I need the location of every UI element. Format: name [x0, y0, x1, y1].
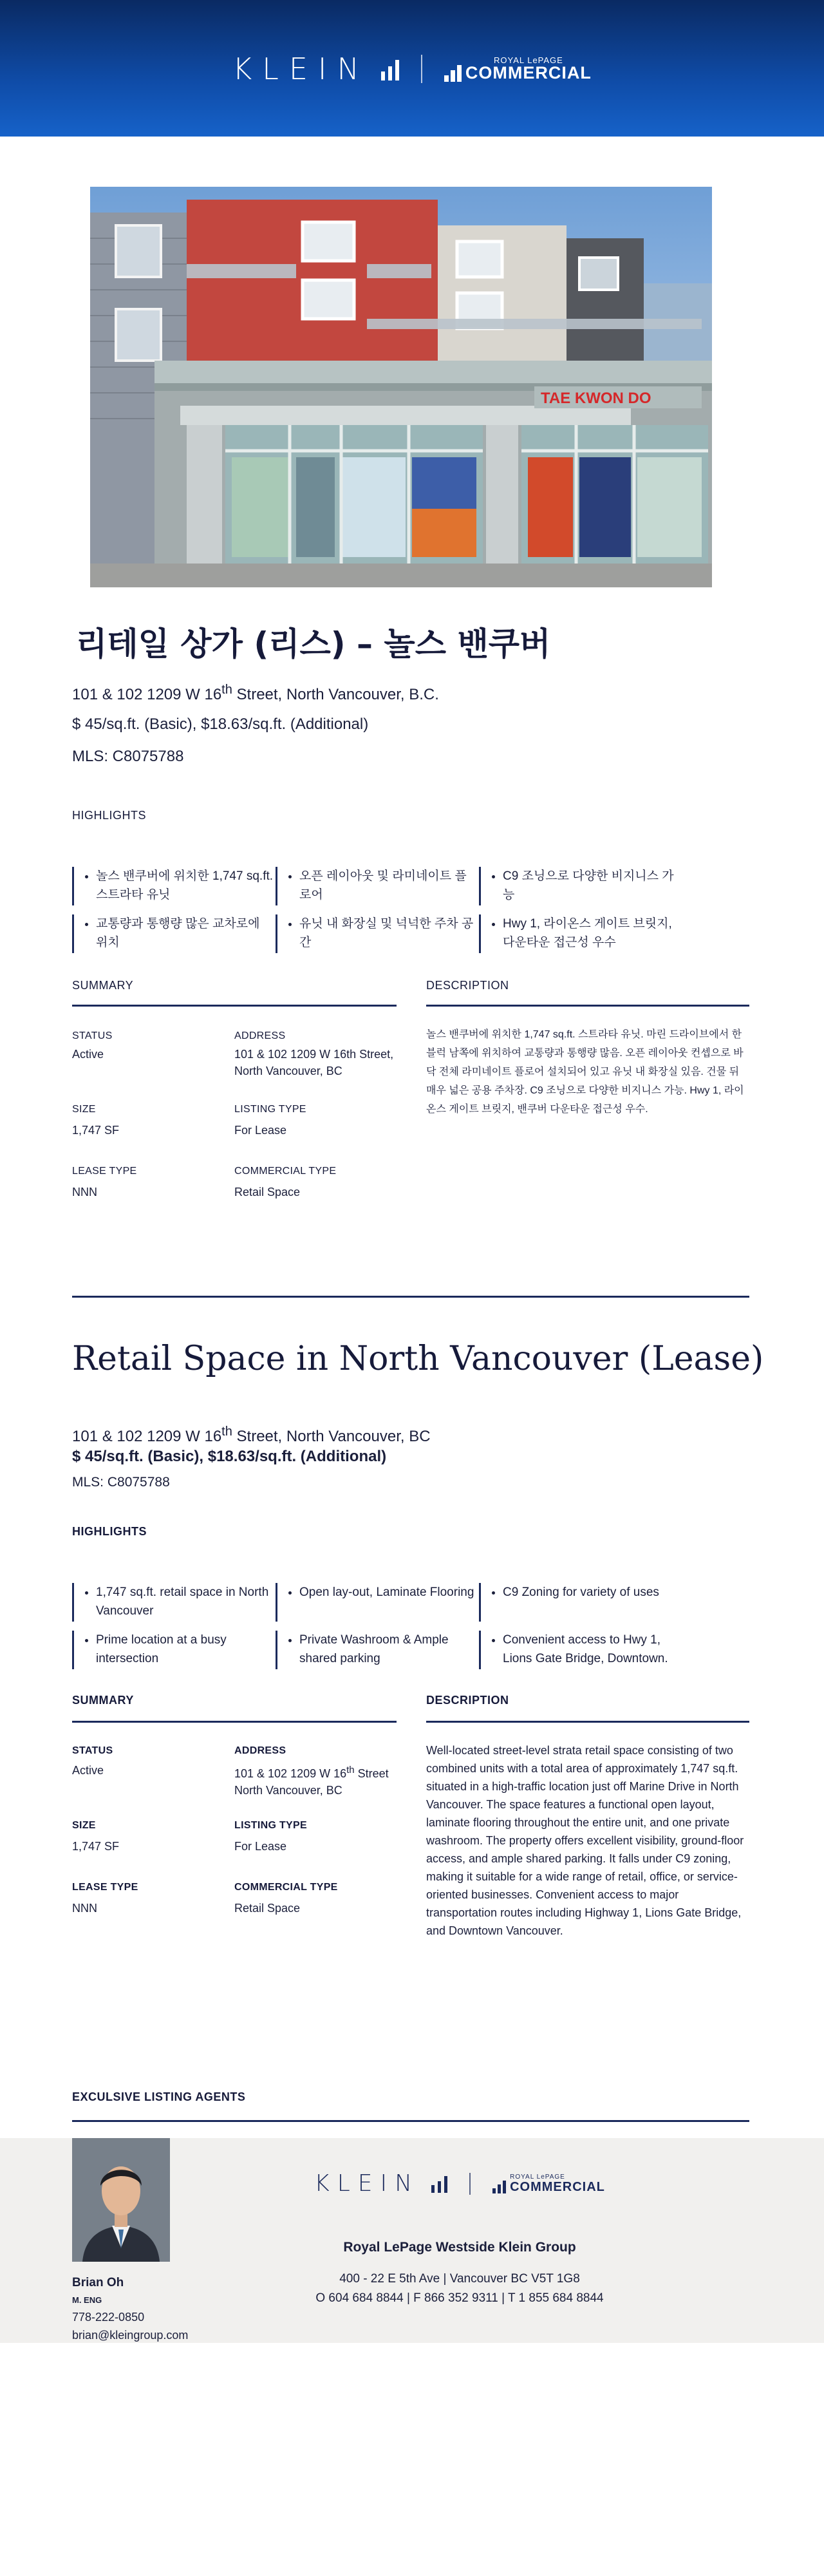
en-commercial-label: COMMERCIAL TYPE [234, 1882, 338, 1893]
ko-description-text: 놀스 밴쿠버에 위치한 1,747 sq.ft. 스트라타 유닛. 마린 드라이브에서 한 블럭 남쪽에 위치하여 교통량과 통행량 많음. 오픈 레이아웃 컨셉으로 바닥 전체 라미네이트 플로어 설치되어 있고 유닛 내 화장실 있음. 건물 뒤 매우 넓은 공용 주차장. C9 조닝으로 다양한 비지니스 가능. Hwy 1, 라이온스 게이트 브릿지, 밴쿠버 다운타운 접근성 우수. [426, 1029, 744, 1115]
footer-klein-text: KLEIN [314, 2170, 420, 2197]
list-item: • 놀스 밴쿠버에 위치한 1,747 sq.ft. 스트라타 유닛 [96, 867, 274, 904]
storefront-sign-text: TAE KWON DO [541, 390, 651, 407]
royal-lepage-logo [444, 56, 592, 82]
ko-lease-label: LEASE TYPE [72, 1166, 137, 1177]
ko-address [72, 683, 716, 704]
agent-title: M. ENG [72, 2295, 102, 2305]
en-address-value [234, 1762, 427, 1799]
en-address-value-street: Street [354, 1767, 389, 1780]
klein-bars-icon [381, 57, 399, 80]
list-item: • Private Washroom & Ample shared parking [299, 1631, 477, 1668]
en-mls: MLS: C8075788 [72, 1475, 170, 1490]
storefront-illustration [90, 187, 712, 587]
ko-listing-label: LISTING TYPE [234, 1104, 306, 1115]
partner-main-text: COMMERCIAL [465, 63, 592, 82]
ko-status-label: STATUS [72, 1030, 113, 1041]
en-highlight-2 [72, 1631, 274, 1669]
ko-address-end: Street, North Vancouver, B.C. [232, 686, 439, 703]
list-item: • 오픈 레이아웃 및 라미네이트 플로어 [299, 867, 477, 904]
en-highlight-5 [479, 1583, 680, 1622]
en-size-label: SIZE [72, 1820, 96, 1831]
agent-phone[interactable]: 778-222-0850 [72, 2311, 145, 2324]
en-lease-value: NNN [72, 1902, 97, 1915]
agent-photo [72, 2138, 170, 2262]
en-address-label: ADDRESS [234, 1745, 286, 1756]
footer-royal-lepage-mark-icon [492, 2181, 506, 2193]
en-highlight-4 [276, 1631, 477, 1669]
en-summary-label: SUMMARY [72, 1694, 134, 1707]
ko-address-label: ADDRESS [234, 1030, 286, 1041]
list-item: • 유닛 내 화장실 및 넉넉한 주차 공간 [299, 914, 477, 952]
en-highlight-3 [276, 1583, 477, 1622]
agents-label: EXCULSIVE LISTING AGENTS [72, 2090, 246, 2103]
ko-status-value: Active [72, 1048, 104, 1061]
ko-title: 리테일 상가 (리스) – 놀스 밴쿠버 [76, 625, 551, 663]
en-highlight-1 [72, 1583, 274, 1622]
ko-listing-value: For Lease [234, 1124, 287, 1137]
en-address-end: Street, North Vancouver, BC [232, 1428, 431, 1445]
en-price: $ 45/sq.ft. (Basic), $18.63/sq.ft. (Additional) [72, 1448, 387, 1465]
list-item: • Prime location at a busy intersection [96, 1631, 274, 1668]
ko-commercial-value: Retail Space [234, 1186, 301, 1198]
en-size-value: 1,747 SF [72, 1840, 120, 1853]
royal-lepage-mark-icon [444, 65, 462, 82]
ko-highlights-label: HIGHLIGHTS [72, 809, 147, 822]
property-photo [90, 187, 712, 587]
agent-portrait-icon [72, 2138, 170, 2262]
footer-company: Royal LePage Westside Klein Group [343, 2240, 576, 2255]
ko-summary-rule [72, 1005, 397, 1007]
ko-lease-value: NNN [72, 1186, 97, 1198]
en-address-value-sup: th [346, 1765, 355, 1776]
ko-summary-label: SUMMARY [72, 979, 134, 992]
en-address [72, 1425, 780, 1446]
footer-phones: O 604 684 8844 | F 866 352 9311 | T 1 855 684 8844 [315, 2291, 604, 2305]
en-status-label: STATUS [72, 1745, 113, 1756]
header-logo[interactable] [0, 52, 824, 86]
footer-klein-bars-icon [431, 2175, 447, 2193]
partner-top-text: ROYAL LePAGE [493, 55, 563, 65]
ko-description-label: DESCRIPTION [426, 979, 509, 992]
en-description-label: DESCRIPTION [426, 1694, 509, 1707]
agents-rule [72, 2120, 749, 2122]
footer-address: 400 - 22 E 5th Ave | Vancouver BC V5T 1G8 [339, 2272, 580, 2286]
en-highlight-6 [479, 1631, 680, 1669]
en-title: Retail Space in North Vancouver (Lease) [72, 1340, 764, 1378]
ko-highlight-4 [276, 914, 477, 953]
en-address-value-main: 101 & 102 1209 W 16 [234, 1767, 347, 1780]
agent-name: Brian Oh [72, 2276, 124, 2289]
en-lease-label: LEASE TYPE [72, 1882, 138, 1893]
en-listing-value: For Lease [234, 1840, 287, 1853]
list-item: • Hwy 1, 라이온스 게이트 브릿지, 다운타운 접근성 우수 [503, 914, 680, 952]
footer-logo-divider [469, 2173, 471, 2195]
en-summary-rule [72, 1721, 397, 1723]
list-item: • C9 Zoning for variety of uses [503, 1583, 680, 1602]
ko-highlight-3 [276, 867, 477, 905]
agent-email[interactable]: brian@kleingroup.com [72, 2329, 189, 2342]
ko-address-value: 101 & 102 1209 W 16th Street, North Vancouver, BC [234, 1048, 394, 1077]
en-description-rule [426, 1721, 749, 1723]
footer-logo[interactable] [170, 2170, 749, 2197]
en-address-value-city: North Vancouver, BC [234, 1784, 342, 1797]
footer-partner-top: ROYAL LePAGE [510, 2173, 565, 2181]
footer-partner-main: COMMERCIAL [510, 2179, 605, 2194]
en-address-main: 101 & 102 1209 W 16 [72, 1428, 222, 1445]
ko-price: $ 45/sq.ft. (Basic), $18.63/sq.ft. (Additional) [72, 715, 369, 733]
list-item: • 교통량과 통행량 많은 교차로에 위치 [96, 914, 274, 952]
ko-description-rule [426, 1005, 749, 1007]
footer-royal-lepage-logo [492, 2174, 605, 2193]
logo-divider [421, 55, 422, 83]
en-listing-label: LISTING TYPE [234, 1820, 307, 1831]
ko-mls: MLS: C8075788 [72, 748, 184, 765]
en-status-value: Active [72, 1764, 104, 1777]
klein-logo-text: KLEIN [232, 52, 370, 86]
list-item: • Convenient access to Hwy 1, Lions Gate Bridge, Downtown. [503, 1631, 680, 1668]
ko-size-value: 1,747 SF [72, 1124, 120, 1137]
ko-size-label: SIZE [72, 1104, 96, 1115]
section-divider [72, 1296, 749, 1298]
list-item: • C9 조닝으로 다양한 비지니스 가능 [503, 867, 680, 904]
ko-commercial-label: COMMERCIAL TYPE [234, 1166, 337, 1177]
ko-highlight-1 [72, 867, 274, 905]
list-item: • 1,747 sq.ft. retail space in North Vancouver [96, 1583, 274, 1620]
header-banner [0, 0, 824, 137]
en-commercial-value: Retail Space [234, 1902, 301, 1915]
ko-highlight-2 [72, 914, 274, 953]
en-address-sup: th [221, 1425, 232, 1439]
en-description-text: Well-located street-level strata retail space consisting of two combined units with a total area of approximately 1,747 sq.ft. situated in a high-traffic location just off Marine Drive in North Vancouver. The space features a functional open layout, laminate flooring throughout the entire unit, and one private washroom. The property offers excellent visibility, ground-floor access, and ample shared parking. It falls under C9 zoning, making it suitable for a wide range of retail, office, or service-oriented businesses. Convenient access to major transportation routes including Highway 1, Lions Gate Bridge, and Downtown Vancouver. [426, 1744, 744, 1937]
ko-highlight-6 [479, 914, 680, 953]
ko-address-main: 101 & 102 1209 W 16 [72, 686, 222, 703]
ko-highlight-5 [479, 867, 680, 905]
ko-address-sup: th [221, 683, 232, 697]
list-item: • Open lay-out, Laminate Flooring [299, 1583, 477, 1602]
en-highlights-label: HIGHLIGHTS [72, 1525, 147, 1538]
